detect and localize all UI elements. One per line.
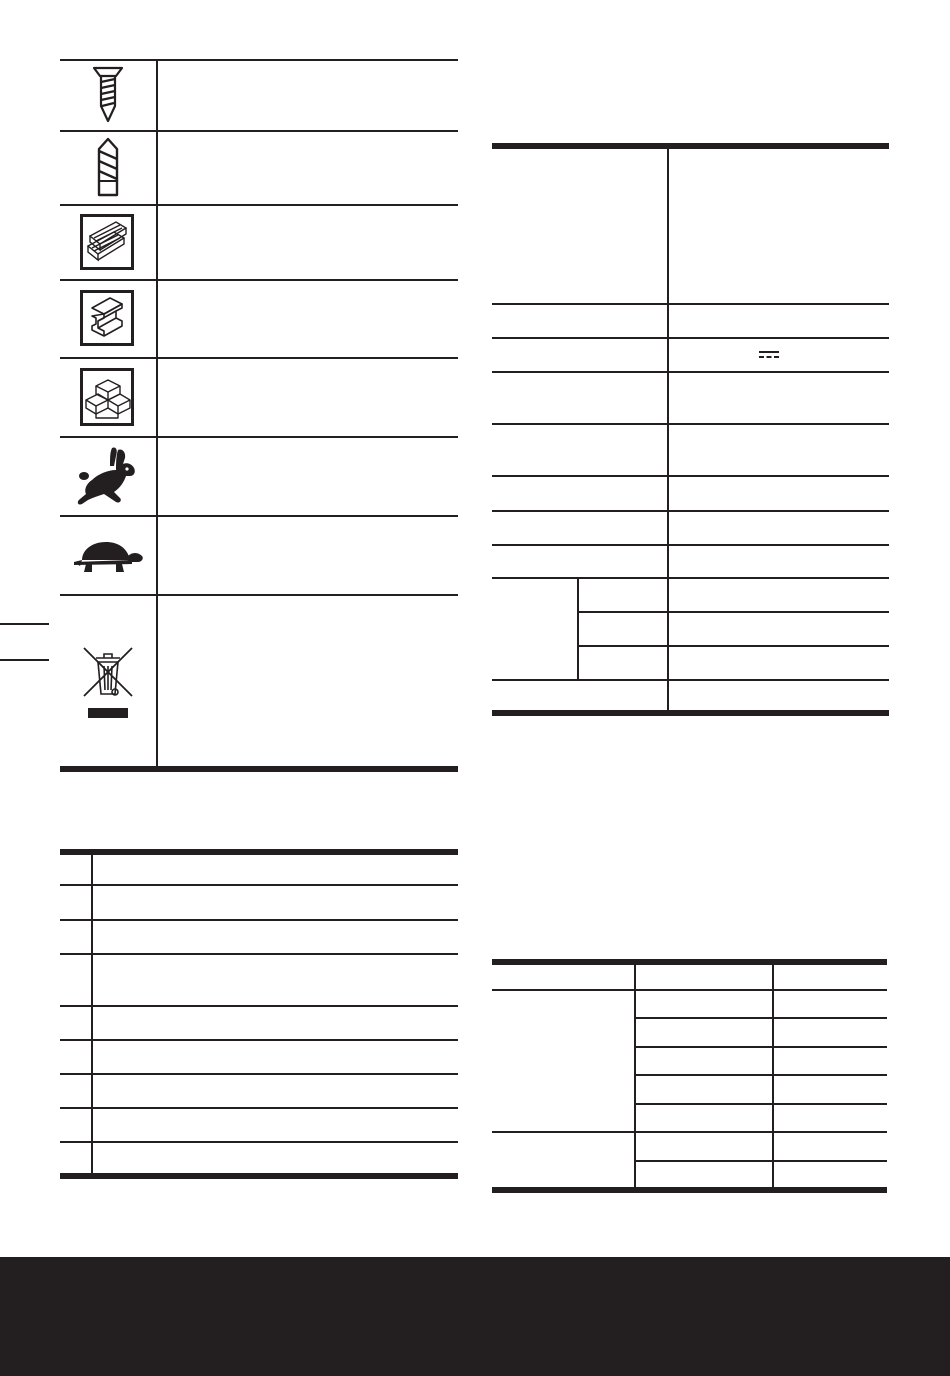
table-rule (60, 1073, 458, 1075)
table-rule (60, 130, 458, 132)
column-divider (772, 960, 774, 1192)
masonry-icon (80, 368, 134, 426)
table-rule (60, 1107, 458, 1109)
table-rule (60, 436, 458, 438)
table-rule (635, 1046, 887, 1048)
sub-column-divider (577, 578, 579, 680)
wood-icon (80, 214, 134, 270)
margin-tab-mark (0, 659, 49, 661)
table-rule (492, 371, 889, 373)
table-rule (635, 1017, 887, 1019)
table-rule (492, 1131, 887, 1133)
rabbit-icon (74, 446, 144, 508)
table-rule (492, 303, 889, 305)
table-rule (635, 1074, 887, 1076)
table-rule (492, 989, 887, 991)
table-rule (492, 423, 889, 425)
table-top-rule (492, 143, 889, 149)
technical-data-table (480, 130, 900, 730)
direct-current-icon (758, 351, 780, 359)
drill-bit-icon (96, 137, 120, 199)
noise-vibration-table (480, 950, 900, 1200)
table-rule (492, 475, 889, 477)
symbols-table (0, 0, 470, 780)
accessories-table (0, 840, 470, 1190)
table-top-rule (492, 959, 887, 965)
table-rule (60, 59, 458, 61)
table-rule (60, 1039, 458, 1041)
metal-icon (80, 290, 134, 346)
table-rule (635, 1103, 887, 1105)
footer-band (0, 1257, 950, 1376)
table-rule (578, 611, 889, 613)
margin-tab-mark (0, 623, 49, 625)
table-rule (492, 679, 889, 681)
table-rule (492, 337, 889, 339)
table-rule (492, 510, 889, 512)
column-divider (156, 60, 158, 767)
table-rule (60, 884, 458, 886)
table-rule (492, 577, 889, 579)
table-top-rule (60, 849, 458, 855)
column-divider (634, 960, 636, 1192)
column-divider (91, 850, 93, 1178)
column-divider (667, 144, 669, 715)
table-rule (60, 204, 458, 206)
table-rule (60, 515, 458, 517)
table-rule (60, 357, 458, 359)
table-rule (492, 544, 889, 546)
table-rule (60, 594, 458, 596)
table-rule (60, 1005, 458, 1007)
table-bottom-rule (60, 766, 458, 772)
table-rule (635, 1160, 887, 1162)
turtle-icon (72, 538, 144, 574)
table-rule (578, 645, 889, 647)
table-bottom-rule (492, 1187, 887, 1193)
table-bottom-rule (492, 710, 889, 716)
table-bottom-rule (60, 1173, 458, 1179)
weee-crossed-bin-icon (82, 644, 134, 722)
table-rule (60, 919, 458, 921)
table-rule (60, 953, 458, 955)
screw-icon (92, 66, 124, 124)
table-rule (60, 279, 458, 281)
table-rule (60, 1141, 458, 1143)
